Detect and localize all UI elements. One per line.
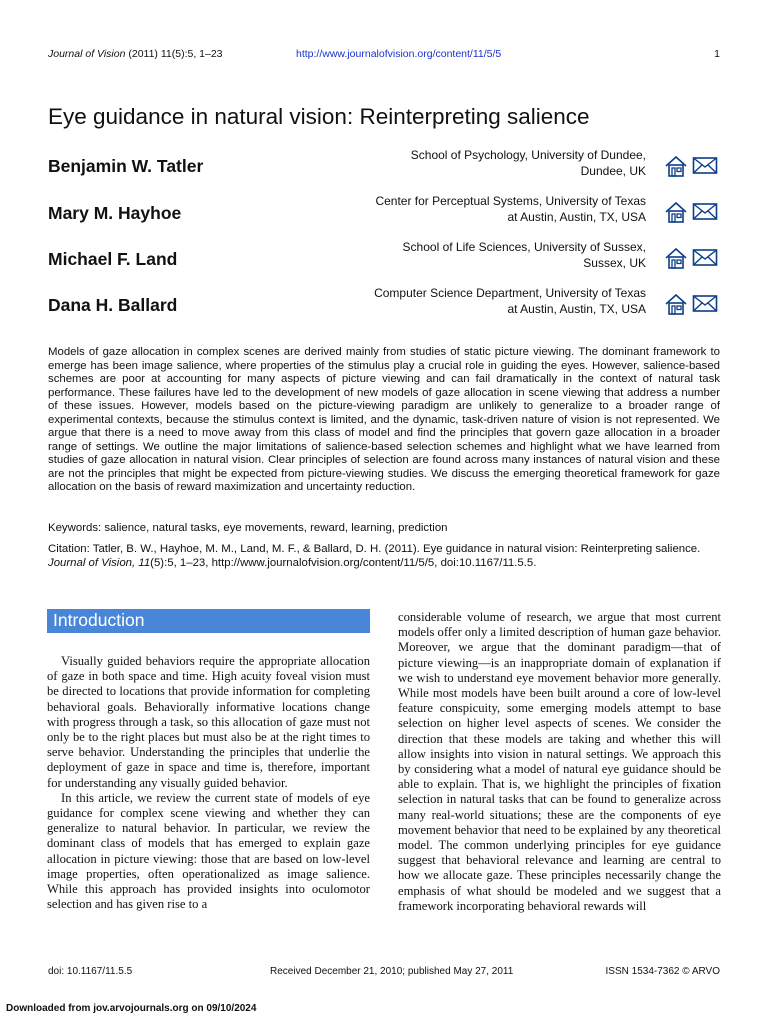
author-given-name: Mary M. (48, 203, 114, 223)
section-heading: Introduction (53, 610, 145, 630)
footer-issn: ISSN 1534-7362 © ARVO (605, 966, 720, 977)
citation-text: (5):5, 1–23, http://www.journalofvision.org/content/11/5/5, doi:10.1167/11.5.5. (150, 556, 537, 569)
section-heading-bar (47, 609, 370, 633)
affiliation-line: Computer Science Department, University of Texas (374, 286, 646, 300)
journal-volume: (2011) 11(5):5, 1–23 (125, 48, 223, 60)
author-name (48, 295, 177, 316)
body-paragraph: Visually guided behaviors require the appropriate allocation of gaze in both space and time. High acuity foveal vision must be directed to locations that provide information for completing behavioral goals. Behaviorally informative locations change with progress through a task, so this allocation of gaze must not only be to the right places but must also be at the right times to serve behavior. Understanding the principles that underlie the deployment of gaze in space and time is, therefore, important for understanding any visually guided behavior. (47, 654, 370, 790)
affiliation-line: at Austin, Austin, TX, USA (507, 210, 646, 224)
affiliation-line: School of Life Sciences, University of Sussex, (402, 240, 646, 254)
author-affiliation (286, 147, 646, 179)
author-surname: Hayhoe (118, 203, 182, 223)
author-given-name: Benjamin W. (48, 156, 153, 176)
affiliation-line: Sussex, UK (583, 256, 646, 270)
author-contact-icons (664, 247, 718, 269)
home-page-icon[interactable] (664, 201, 688, 223)
author-surname: Tatler (156, 156, 204, 176)
citation-journal: Journal of Vision, 11 (48, 556, 151, 569)
affiliation-line: Dundee, UK (580, 164, 646, 178)
body-paragraph: considerable volume of research, we argue that most current models offer only a limited description of human gaze behavior. Moreover, we argue that the dominant paradigm—that of picture viewing—is an inappropriate domain of explanation if we wish to understand eye movement behavior more generally. While most models have been built around a core of low-level feature conspicuity, some emerging models attempt to base selection on higher level aspects of scenes. We consider the direction that these models are taking and whether this will allow insights into vision in natural settings. We approach this by considering what a model of natural eye guidance should be able to explain. That is, we highlight the principles of fixation selection in natural tasks that can be found to generalize across many real-world situations; these are the components of eye movement behavior that need to be explained by any theoretical model. The common underlying principles for eye guidance suggest that behavioral relevance and learning are central to how we allocate gaze. These principles necessarily change the emphasis of what should be modeled and we suggest that a framework incorporating behavioral rewards will (398, 610, 721, 913)
author-affiliation (286, 285, 646, 317)
citation (48, 543, 720, 570)
journal-name: Journal of Vision (48, 48, 126, 60)
author-contact-icons (664, 155, 718, 177)
home-page-icon[interactable] (664, 293, 688, 315)
affiliation-line: at Austin, Austin, TX, USA (507, 302, 646, 316)
author-contact-icons (664, 293, 718, 315)
author-affiliation (286, 193, 646, 225)
home-page-icon[interactable] (664, 247, 688, 269)
abstract: Models of gaze allocation in complex scenes are derived mainly from studies of static picture viewing. The dominant framework to emerge has been image salience, where properties of the stimulus play a crucial role in guiding the eyes. However, salience-based schemes are poor at accounting for many aspects of picture viewing and can fail dramatically in the context of natural task performance. These failures have led to the development of new models of gaze allocation in scene viewing that address a number of these issues. However, models based on the picture-viewing paradigm are unlikely to generalize to a broader range of experimental contexts, because the stimulus context is limited, and the dynamic, task-driven nature of vision is not represented. We argue that there is a need to move away from this class of model and find the principles that govern gaze allocation in a broader range of settings. We outline the major limitations of salience-based selection schemes and highlight what we have learned from studies of gaze allocation in natural vision. Clear principles of selection are found across many instances of natural vision and these are not the principles that might be expected from picture-viewing studies. We discuss the emerging theoretical framework for gaze allocation on the basis of reward maximization and uncertainty reduction. (48, 346, 720, 493)
email-icon[interactable] (692, 247, 718, 267)
affiliation-line: School of Psychology, University of Dundee, (410, 148, 646, 162)
page-number: 1 (714, 48, 720, 60)
email-icon[interactable] (692, 155, 718, 175)
download-note: Downloaded from jov.arvojournals.org on 09/10/2024 (6, 1003, 257, 1014)
email-icon[interactable] (692, 293, 718, 313)
author-affiliation (286, 239, 646, 271)
author-surname: Ballard (118, 295, 178, 315)
author-given-name: Michael F. (48, 249, 131, 269)
author-contact-icons (664, 201, 718, 223)
author-name (48, 156, 203, 177)
article-title: Eye guidance in natural vision: Reinterpreting salience (48, 104, 590, 129)
author-name (48, 249, 177, 270)
footer-doi: doi: 10.1167/11.5.5 (48, 966, 133, 977)
citation-text: Citation: Tatler, B. W., Hayhoe, M. M., Land, M. F., & Ballard, D. H. (2011). Eye guidance in natural vision: Reinterpreting salience. (48, 543, 701, 555)
author-given-name: Dana H. (48, 295, 114, 315)
left-column (47, 654, 370, 912)
body-paragraph: In this article, we review the current state of models of eye guidance for complex scene viewing and whether they can generalize to natural behavior. In particular, we review the dominant class of models that has emerged to explain gaze allocation in picture viewing: those that are based on low-level image properties, often operationalized as image salience. While this approach has provided insights into oculomotor selection and has given rise to a (47, 790, 370, 912)
footer-received: Received December 21, 2010; published May 27, 2011 (270, 966, 514, 977)
running-header (48, 48, 223, 60)
keywords: Keywords: salience, natural tasks, eye movements, reward, learning, prediction (48, 522, 448, 534)
email-icon[interactable] (692, 201, 718, 221)
right-column (398, 610, 721, 914)
home-page-icon[interactable] (664, 155, 688, 177)
affiliation-line: Center for Perceptual Systems, University of Texas (375, 194, 646, 208)
author-name (48, 203, 181, 224)
article-url-link[interactable]: http://www.journalofvision.org/content/11/5/5 (296, 48, 502, 60)
author-surname: Land (135, 249, 178, 269)
